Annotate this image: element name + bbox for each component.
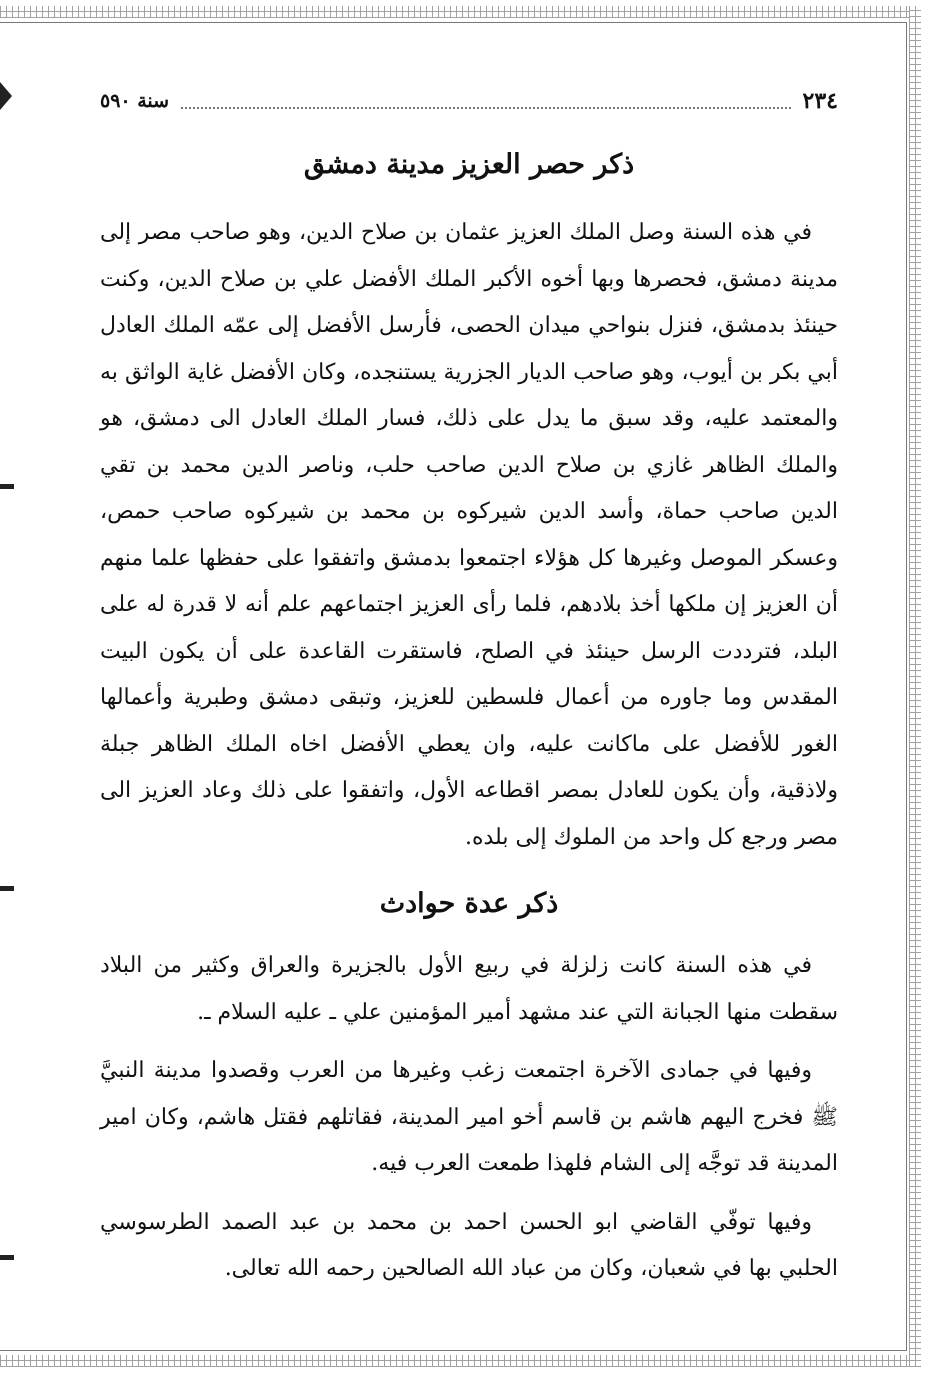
paragraph: في هذه السنة كانت زلزلة في ربيع الأول بالجزيرة والعراق وكثير من البلاد سقطت منها الجبانة التي عند مشهد أمير المؤمنين علي ـ عليه السلام ـ. xyxy=(100,953,838,1025)
margin-mark xyxy=(0,1255,14,1260)
paragraph: وفيها توفّي القاضي ابو الحسن احمد بن محمد بن عبد الصمد الطرسوسي الحلبي بها في شعبان، وكان من عباد الله الصالحين رحمه الله تعالى. xyxy=(100,1209,838,1281)
frame-line-right xyxy=(906,22,907,1351)
running-header xyxy=(100,86,838,116)
frame-line-bottom xyxy=(0,1350,907,1351)
decorative-border-right xyxy=(909,6,921,1367)
margin-thumb-tab xyxy=(0,82,12,110)
section-heading: ذكر عدة حوادث xyxy=(379,888,559,919)
header-dotted-rule xyxy=(181,93,790,109)
page-body xyxy=(100,140,838,1293)
page-number: ٢٣٤ xyxy=(802,88,838,114)
margin-mark xyxy=(0,484,14,489)
section-heading: ذكر حصر العزيز مدينة دمشق xyxy=(303,149,635,180)
decorative-border-top xyxy=(0,6,909,18)
paragraph: في هذه السنة وصل الملك العزيز عثمان بن صلاح الدين، وهو صاحب مصر إلى مدينة دمشق، فحصرها وبها أخوه الأكبر الملك الأفضل علي بن صلاح الدين، وكنت حينئذ بدمشق، فنزل بنواحي ميدان الحصى، فأرسل الأفضل إلى عمّه الملك العادل أبي بكر بن أيوب، وهو صاحب الديار الجزرية يستنجده، وكان الأفضل غاية الواثق به والمعتمد عليه، وقد سبق ما يدل على ذلك، فسار الملك العادل الى دمشق، هو والملك الظاهر غازي بن صلاح الدين صاحب حلب، وناصر الدين محمد بن تقي الدين صاحب حماة، وأسد الدين شيركوه بن محمد بن شيركوه صاحب حمص، وعسكر الموصل وغيرها كل هؤلاء اجتمعوا بدمشق واتفقوا على حفظها علما منهم أن العزيز إن ملكها أخذ بلادهم، فلما رأى العزيز اجتماعهم علم أنه لا قدرة له على البلد، فترددت الرسل حينئذ في الصلح، فاستقرت القاعدة على أن يكون البيت المقدس وما جاوره من أعمال فلسطين للعزيز، وتبقى دمشق وطبرية وأعمالها الغور للأفضل على ماكانت عليه، وان يعطي الأفضل اخاه الملك الظاهر جبلة ولاذقية، وأن يكون للعادل بمصر اقطاعه الأول، واتفقوا على ذلك وعاد العزيز الى مصر ورجع كل واحد من الملوك إلى بلده. xyxy=(100,220,838,850)
year-label: سنة ٥٩٠ xyxy=(100,90,170,112)
frame-line-top xyxy=(0,22,907,23)
margin-mark xyxy=(0,886,14,891)
paragraph: وفيها في جمادى الآخرة اجتمعت زغب وغيرها من العرب وقصدوا مدينة النبيَّ ﷺ فخرج اليهم هاشم بن قاسم أخو امير المدينة، فقاتلهم فقتل هاشم، وكان امير المدينة قد توجَّه إلى الشام فلهذا طمعت العرب فيه. xyxy=(100,1058,838,1176)
decorative-border-bottom xyxy=(0,1355,909,1367)
